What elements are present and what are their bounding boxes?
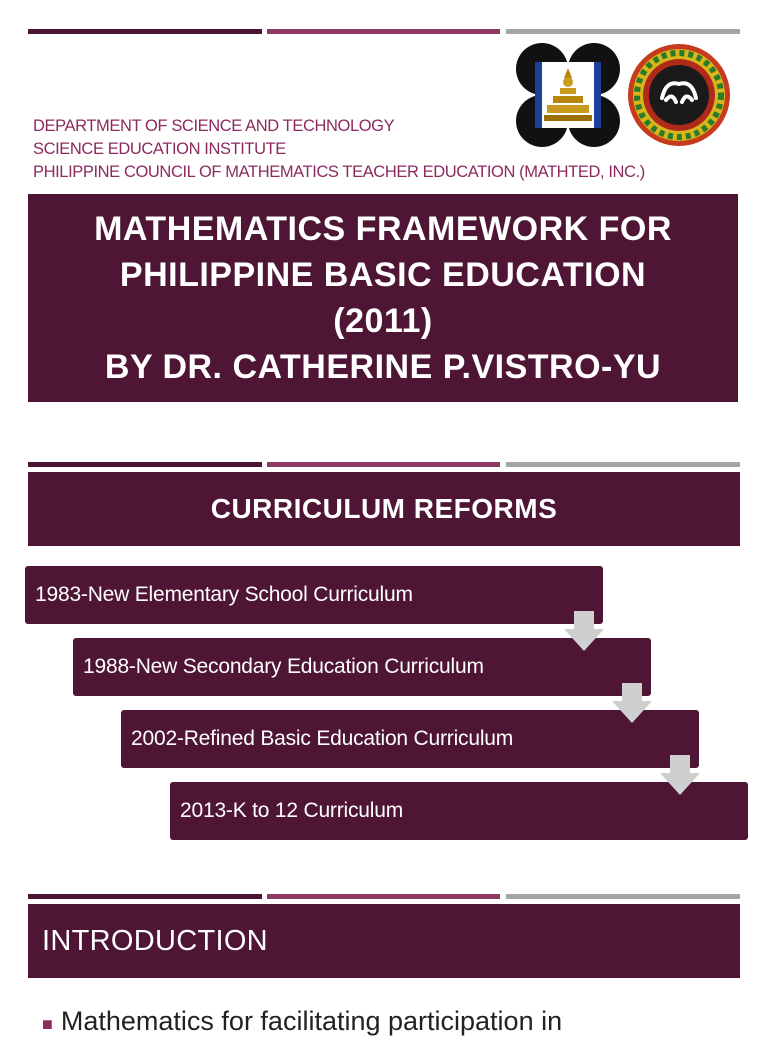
org-lines xyxy=(33,115,645,184)
org-line-mathted: PHILIPPINE COUNCIL OF MATHEMATICS TEACHER EDUCATION (MATHTED, INC.) xyxy=(33,163,645,181)
title-line: PHILIPPINE BASIC EDUCATION xyxy=(119,256,647,294)
reforms-heading: CURRICULUM REFORMS xyxy=(28,472,740,546)
top-rule-dark xyxy=(28,29,262,34)
bullet-icon: ■ xyxy=(42,1014,53,1034)
section-rule-magenta xyxy=(267,462,500,467)
down-arrow-icon xyxy=(660,755,700,795)
reform-step: 2002-Refined Basic Education Curriculum xyxy=(121,710,699,768)
intro-bullet xyxy=(42,1006,562,1037)
section-rule-dark xyxy=(28,894,262,899)
section-rule-dark xyxy=(28,462,262,467)
top-rule-magenta xyxy=(267,29,500,34)
title-block xyxy=(28,194,738,402)
top-rule-grey xyxy=(506,29,740,34)
reform-step: 2013-K to 12 Curriculum xyxy=(170,782,748,840)
title-line: (2011) xyxy=(333,302,433,340)
reform-step: 1983-New Elementary School Curriculum xyxy=(25,566,603,624)
org-line-dost: DEPARTMENT OF SCIENCE AND TECHNOLOGY xyxy=(33,117,395,135)
down-arrow-icon xyxy=(612,683,652,723)
introduction-heading: INTRODUCTION xyxy=(28,904,740,978)
down-arrow-icon xyxy=(564,611,604,651)
org-line-sei: SCIENCE EDUCATION INSTITUTE xyxy=(33,140,286,158)
page-title xyxy=(94,206,672,390)
section-rule-grey xyxy=(506,462,740,467)
reform-step: 1988-New Secondary Education Curriculum xyxy=(73,638,651,696)
section-rule-magenta xyxy=(267,894,500,899)
title-line: BY DR. CATHERINE P.VISTRO-YU xyxy=(104,348,662,386)
section-rule-grey xyxy=(506,894,740,899)
intro-bullet-text: Mathematics for facilitating participation in xyxy=(60,1006,563,1036)
title-line: MATHEMATICS FRAMEWORK FOR xyxy=(94,210,672,248)
